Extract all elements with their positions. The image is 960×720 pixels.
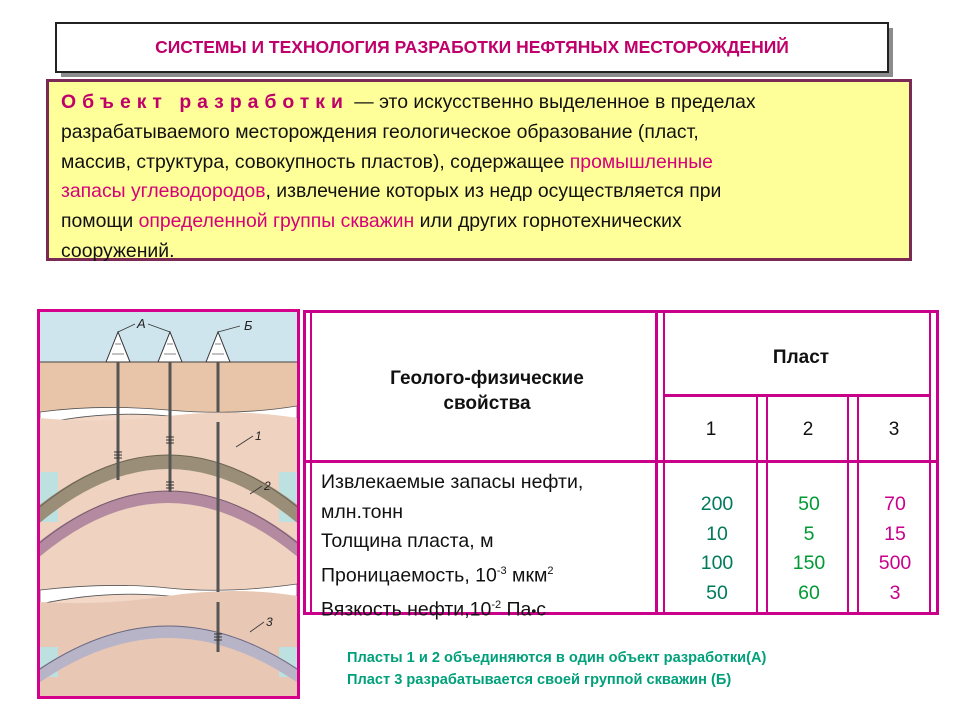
value-cell: 150 bbox=[792, 552, 826, 574]
slide-title bbox=[55, 22, 889, 73]
value-cell: 100 bbox=[700, 552, 734, 574]
value-cell: 500 bbox=[878, 552, 912, 574]
note-line-2: Пласт 3 разрабатывается своей группой скважин (Б) bbox=[347, 672, 732, 688]
geology-illustration bbox=[37, 309, 300, 699]
slide-title-text: СИСТЕМЫ И ТЕХНОЛОГИЯ РАЗРАБОТКИ НЕФТЯНЫХ МЕСТОРОЖДЕНИЙ bbox=[155, 37, 789, 57]
definition-box bbox=[46, 79, 912, 261]
header-properties-line1: Геолого-физические bbox=[390, 367, 584, 389]
value-cell: 50 bbox=[706, 581, 728, 604]
header-col-3: 3 bbox=[888, 419, 900, 440]
value-cell: 200 bbox=[700, 493, 734, 515]
label-layer-3: 3 bbox=[266, 615, 273, 629]
prop-permeability: Проницаемость, $10^{-3}$ мкм$^2$ bbox=[321, 564, 554, 586]
geology-cross-section bbox=[40, 312, 297, 696]
prop-reserves: Извлекаемые запасы нефти, bbox=[321, 471, 584, 493]
definition-line1: — это искусственно выделенное в пределах bbox=[348, 91, 756, 113]
table-border-top bbox=[303, 310, 939, 313]
note-line-1: Пласты 1 и 2 объединяются в один объект разработки(А) bbox=[347, 650, 767, 666]
value-cell: 3 bbox=[889, 581, 901, 604]
values-col-1 bbox=[677, 490, 757, 608]
value-cell: 5 bbox=[803, 522, 815, 545]
definition-line5a: помощи bbox=[61, 210, 139, 233]
definition-line2: разрабатываемого месторождения геологическое образование (пласт, bbox=[61, 120, 699, 143]
definition-line5b: или других горнотехнических bbox=[414, 210, 682, 233]
header-properties bbox=[317, 322, 657, 459]
definition-highlight-wells: определенной группы скважин bbox=[138, 210, 415, 233]
definition-line3: массив, структура, совокупность пластов), содержащее bbox=[61, 150, 570, 173]
prop-thickness: Толщина пласта, м bbox=[321, 530, 494, 552]
definition-term: Объект разработки bbox=[61, 91, 349, 113]
label-layer-2: 2 bbox=[264, 479, 271, 493]
definition-line4: , извлечение которых из недр осуществляется при bbox=[265, 180, 722, 203]
value-cell: 15 bbox=[884, 522, 906, 545]
definition-highlight-reserves-1: промышленные bbox=[569, 150, 713, 173]
header-plast: Пласт bbox=[772, 346, 830, 368]
header-col-1: 1 bbox=[705, 419, 717, 440]
value-cell: 70 bbox=[884, 493, 906, 515]
values-col-3 bbox=[855, 490, 935, 608]
soil-bottom bbox=[40, 591, 297, 696]
definition-line6: сооружений. bbox=[61, 239, 175, 262]
properties-table bbox=[303, 310, 939, 620]
header-col-2: 2 bbox=[802, 419, 814, 440]
label-b: Б bbox=[244, 318, 253, 333]
value-cell: 60 bbox=[798, 581, 820, 604]
label-a: А bbox=[137, 316, 146, 331]
hdr-body-sep bbox=[303, 460, 939, 463]
values-col-2 bbox=[769, 490, 849, 608]
properties-list bbox=[321, 468, 661, 626]
prop-viscosity: Вязкость $нефти,10^{-2}$ Па•с bbox=[321, 598, 547, 620]
definition-highlight-reserves-2: запасы углеводородов bbox=[61, 180, 266, 203]
label-layer-1: 1 bbox=[255, 429, 262, 443]
value-cell: 10 bbox=[706, 522, 728, 545]
value-cell: 50 bbox=[798, 493, 820, 515]
prop-reserves-unit: млн.тонн bbox=[321, 500, 404, 523]
header-properties-line2: свойства bbox=[443, 392, 531, 414]
